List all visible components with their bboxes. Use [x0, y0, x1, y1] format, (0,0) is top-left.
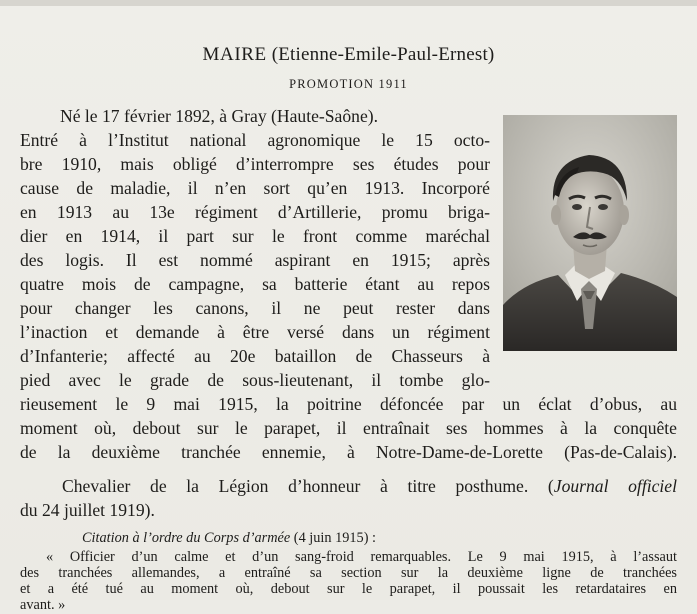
honour-line-1: [62, 476, 677, 497]
promotion-label: PROMOTION 1911: [289, 77, 408, 91]
bio-line-7: des logis. Il est nommé aspirant en 1915; après: [20, 250, 490, 270]
surname: MAIRE: [202, 44, 267, 65]
bio-line-10: l’inaction et demande à être versé dans un régiment: [20, 322, 490, 342]
citation-line-3: et a été tué au moment où, debout sur le parapet, il poussait les retardataires en: [20, 581, 677, 597]
bio-line-6: dier en 1914, il part sur le front comme maréchal: [20, 226, 490, 246]
bio-line-14: moment où, debout sur le parapet, il entraînait ses hommes à la conquête: [20, 418, 677, 438]
bio-line-1: Né le 17 février 1892, à Gray (Haute-Saône).: [60, 106, 379, 126]
given-names: (Etienne-Emile-Paul-Ernest): [271, 44, 495, 65]
bio-line-8: quatre mois de campagne, sa batterie étant au repos: [20, 274, 490, 294]
honour-line-2: du 24 juillet 1919).: [20, 500, 155, 520]
bio-line-5: en 1913 au 13e régiment d’Artillerie, promu briga-: [20, 202, 490, 222]
bio-line-15: de la deuxième tranchée ennemie, à Notre-Dame-de-Lorette (Pas-de-Calais).: [20, 442, 677, 462]
portrait-photo: [503, 115, 677, 351]
bio-line-9: pour changer les canons, il ne peut rester dans: [20, 298, 490, 318]
citation-heading-date: (4 juin 1915) :: [290, 530, 377, 546]
page-top-edge: [0, 0, 697, 6]
citation-heading-italic: Citation à l’ordre du Corps d’armée: [82, 530, 291, 546]
citation-line-2: des tranchées allemandes, a entraîné sa section sur la deuxième ligne de tranchées: [20, 565, 677, 581]
page-title: [0, 44, 697, 66]
honour-text: Chevalier de la Légion d’honneur à titre posthume. (: [62, 476, 554, 496]
bio-line-2: Entré à l’Institut national agronomique le 15 octo-: [20, 130, 490, 150]
citation-line-1: « Officier d’un calme et d’un sang-froid remarquables. Le 9 mai 1915, à l’assaut: [46, 549, 677, 565]
bio-line-4: cause de maladie, il n’en sort qu’en 1913. Incorporé: [20, 178, 490, 198]
bio-line-11: d’Infanterie; affecté au 20e bataillon de Chasseurs à: [20, 346, 490, 366]
bio-line-13: rieusement le 9 mai 1915, la poitrine défoncée par un éclat d’obus, au: [20, 394, 677, 414]
bio-line-3: bre 1910, mais obligé d’interrompre ses études pour: [20, 154, 490, 174]
citation-heading: [82, 530, 542, 547]
journal-officiel: Journal officiel: [553, 476, 677, 496]
citation-line-4: avant. »: [20, 597, 66, 613]
bio-line-12: pied avec le grade de sous-lieutenant, il tombe glo-: [20, 370, 490, 390]
portrait-illustration: [503, 115, 677, 351]
